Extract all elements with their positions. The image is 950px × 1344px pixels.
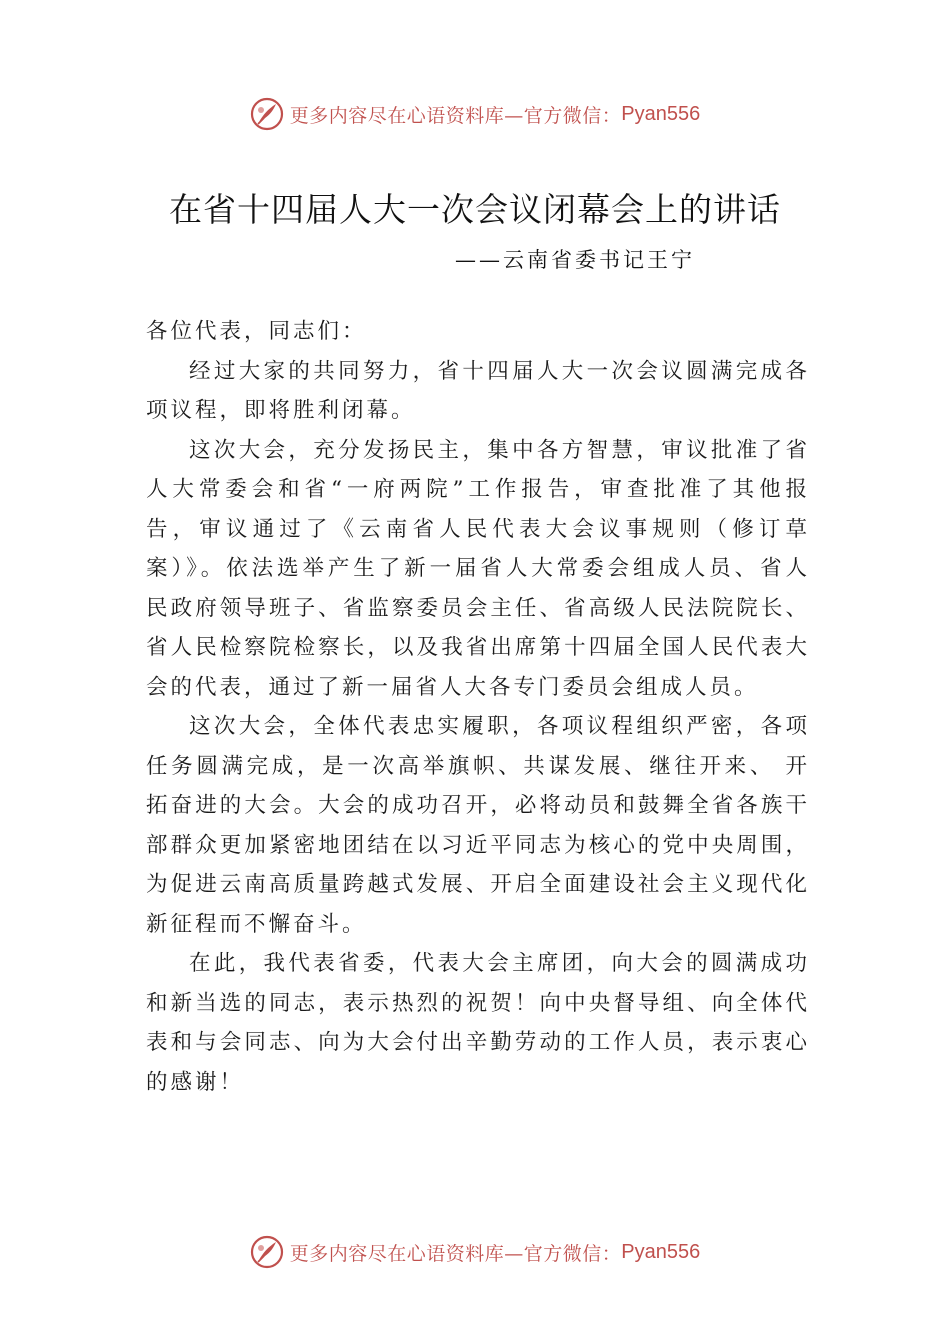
header-watermark-banner xyxy=(0,94,950,134)
feather-pen-logo-icon xyxy=(250,1235,284,1269)
footer-watermark-banner xyxy=(0,1232,950,1272)
salutation: 各位代表，同志们： xyxy=(146,319,367,344)
paragraph-3: 这次大会，全体代表忠实履职，各项议程组织严密，各项任务圆满完成，是一次高举旗帜、共谋发展、继往开来、 开拓奋进的大会。大会的成功召开，必将动员和鼓舞全省各族干部群众更加紧密地团结在以习近平同志为核心的党中央周围，为促进云南高质量跨越式发展、开启全面建设社会主义现代化新征程而不懈奋斗。 xyxy=(146,714,810,937)
paragraph-2: 这次大会，充分发扬民主，集中各方智慧，审议批准了省人大常委会和省“一府两院”工作报告，审查批准了其他报告，审议通过了《云南省人民代表大会议事规则（修订草案）》。依法选举产生了新一届省人大常委会组成人员、省人民政府领导班子、省监察委员会主任、省高级人民法院院长、省人民检察院检察长，以及我省出席第十四届全国人民代表大会的代表，通过了新一届省人大各专门委员会组成人员。 xyxy=(146,437,810,700)
watermark-wechat-id: Pyan556 xyxy=(621,102,701,125)
watermark-text: 更多内容尽在心语资料库—官方微信： xyxy=(289,1242,622,1265)
document-body xyxy=(146,312,810,1102)
watermark-text: 更多内容尽在心语资料库—官方微信： xyxy=(289,104,622,127)
document-subtitle xyxy=(0,244,950,274)
paragraph-1: 经过大家的共同努力，省十四届人大一次会议圆满完成各项议程，即将胜利闭幕。 xyxy=(146,358,810,423)
subtitle-text: ——云南省委书记王宁 xyxy=(455,248,695,272)
document-title: 在省十四届人大一次会议闭幕会上的讲话 xyxy=(169,190,781,229)
feather-pen-logo-icon xyxy=(250,97,284,131)
watermark-wechat-id: Pyan556 xyxy=(621,1240,701,1263)
paragraph-4: 在此，我代表省委，代表大会主席团，向大会的圆满成功和新当选的同志，表示热烈的祝贺！向中央督导组、向全体代表和与会同志、向为大会付出辛勤劳动的工作人员，表示衷心的感谢！ xyxy=(146,951,810,1095)
